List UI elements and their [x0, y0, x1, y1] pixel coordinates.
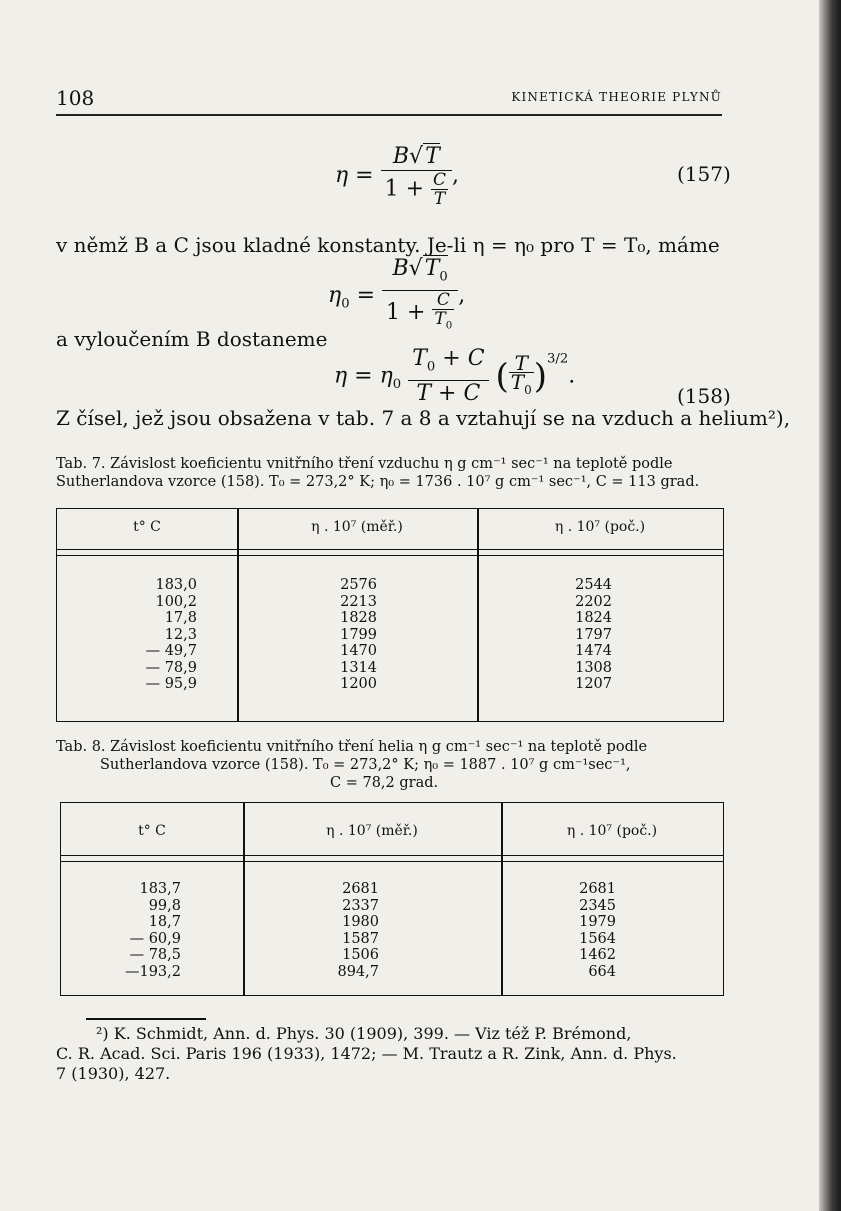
table-cell: 2345: [579, 897, 616, 914]
table7-header-temp: t° C: [133, 519, 161, 535]
table-cell: 2213: [340, 593, 377, 610]
paragraph-line: v němž B a C jsou kladné konstanty. Je-li η = η₀ pro T = T₀, máme: [56, 233, 720, 257]
table-cell: 1564: [579, 930, 616, 947]
table-cell: 2544: [575, 577, 612, 593]
table7-col-temp: [97, 577, 197, 693]
table-cell: 1462: [579, 947, 616, 963]
table-cell: 1824: [575, 610, 612, 626]
table7-caption: Tab. 7. Závislost koeficientu vnitřního tření vzduchu η g cm⁻¹ sec⁻¹ na teplotě podle Sutherlandova vzorce (158). T₀ = 273,2° K; η₀ = 1736 . 10⁷ g cm⁻¹ sec⁻¹, C = 113 grad.: [56, 456, 700, 490]
table8-header-measured: η . 10⁷ (měř.): [326, 823, 418, 839]
table-cell: 1828: [340, 610, 377, 626]
equation-number-158: (158): [677, 384, 731, 408]
table-cell: — 78,9: [145, 659, 197, 676]
table-cell: 664: [588, 963, 616, 980]
table-cell: 12,3: [164, 626, 197, 643]
table-cell: 1207: [575, 676, 612, 692]
table-cell: — 49,7: [145, 643, 197, 659]
table-cell: 1314: [340, 659, 377, 676]
paragraph-line: Z čísel, jež jsou obsažena v tab. 7 a 8 a vztahují se na vzduch a helium²),: [56, 406, 791, 430]
table7-header-measured: η . 10⁷ (měř.): [311, 519, 403, 535]
table8-caption: Tab. 8. Závislost koeficientu vnitřního tření helia η g cm⁻¹ sec⁻¹ na teplotě podle Sutherlandova vzorce (158). T₀ = 273,2° K; η₀ = 1887 . 10⁷ g cm⁻¹sec⁻¹, C = 78,2 grad.: [56, 739, 648, 791]
footnote: ²) K. Schmidt, Ann. d. Phys. 30 (1909), 399. — Viz též P. Brémond, C. R. Acad. Sci. Paris 196 (1933), 1472; — M. Trautz a R. Zink, Ann. d. Phys. 7 (1930), 427.: [56, 1024, 677, 1083]
equation-number-157: (157): [677, 162, 731, 186]
table-cell: 2202: [575, 593, 612, 610]
table8-header-temp: t° C: [138, 823, 166, 839]
table-cell: 183,0: [155, 577, 197, 593]
table-cell: — 95,9: [145, 676, 197, 692]
table8-col-measured: [319, 881, 379, 980]
table-cell: 18,7: [148, 914, 181, 930]
paragraph-line: a vyloučením B dostaneme: [56, 327, 328, 351]
table-cell: 2681: [342, 881, 379, 897]
table8-header-computed: η . 10⁷ (poč.): [566, 823, 658, 839]
table8: [60, 802, 724, 996]
table-cell: 2337: [342, 897, 379, 914]
table-cell: — 78,5: [129, 947, 181, 963]
table7: [56, 508, 724, 722]
table-cell: 1799: [340, 626, 377, 643]
footnote-rule: [86, 1018, 206, 1020]
table-cell: 17,8: [164, 610, 197, 626]
table-cell: 183,7: [139, 881, 181, 897]
table-cell: 1200: [340, 676, 377, 692]
equation-158: $\eta = \eta_0$ $\frac{T_0 + C}{T + C}$ ( $\frac{T}{T_0}$ )$^{3/2}$.: [334, 346, 576, 407]
header-rule: [56, 114, 722, 116]
page-edge-shadow: [819, 0, 841, 1211]
table-cell: 100,2: [155, 593, 197, 610]
table-cell: 1308: [575, 659, 612, 676]
table-cell: 1470: [340, 643, 377, 659]
table-cell: 1506: [342, 947, 379, 963]
table-cell: — 60,9: [129, 930, 181, 947]
equation-157: η = B√T 1 + $\frac{C}{T}$ ,: [335, 144, 460, 209]
table-cell: 2681: [579, 881, 616, 897]
table-cell: 1474: [575, 643, 612, 659]
page-number: 108: [56, 86, 95, 110]
page-header: [56, 86, 722, 114]
table8-col-temp: [101, 881, 181, 980]
table-cell: 1587: [342, 930, 379, 947]
table7-col-computed: [562, 577, 612, 693]
table-cell: 1979: [579, 914, 616, 930]
table-cell: 894,7: [337, 963, 379, 980]
table-cell: 1797: [575, 626, 612, 643]
table-cell: 1980: [342, 914, 379, 930]
table7-header-computed: η . 10⁷ (poč.): [554, 519, 646, 535]
table-cell: 2576: [340, 577, 377, 593]
table8-col-computed: [561, 881, 616, 980]
table7-col-measured: [327, 577, 377, 693]
equation-eta0: $\eta_0$ = $B√T_0$ 1 + $\frac{C}{T_0}$ ,: [328, 256, 466, 332]
running-title: KINETICKÁ THEORIE PLYNŮ: [511, 90, 722, 104]
table-cell: —193,2: [124, 963, 181, 980]
table-cell: 99,8: [148, 897, 181, 914]
